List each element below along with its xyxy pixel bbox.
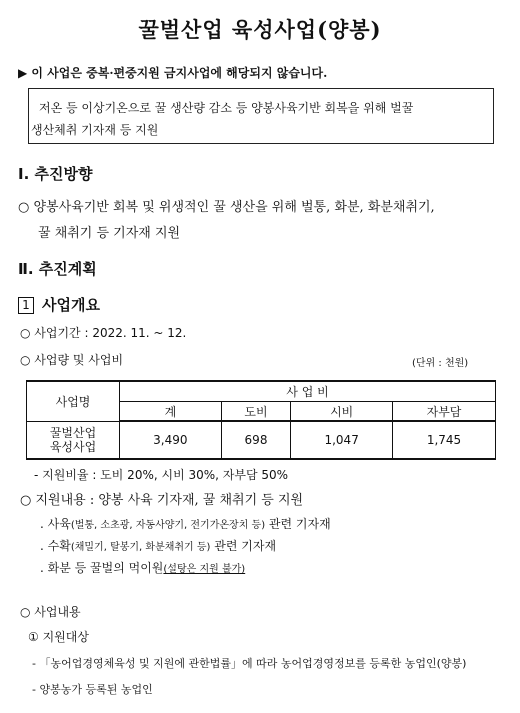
item-2-detail: (채밀기, 탈봉기, 화분채취기 등) [70,542,211,553]
row-business-name [27,421,120,459]
summary-box [28,88,494,144]
cell-city: 1,047 [291,421,393,459]
subsection-title: 사업개요 [42,296,100,314]
header-budget-group: 사 업 비 [120,381,496,402]
section-number-box: 1 [18,297,34,314]
header-business-name: 사업명 [27,381,120,421]
summary-line-2: 생산체취 기자재 등 지원 [31,123,159,137]
subsection-heading [18,294,100,315]
cell-self: 1,745 [393,421,496,459]
summary-line-1: 저온 등 이상기온으로 꿀 생산량 감소 등 양봉사육기반 회복을 위해 벌꿀 [39,101,414,115]
section-2-heading: Ⅱ. 추진계획 [18,260,97,278]
header-self: 자부담 [393,402,496,422]
condition-1: - 「농어업경영체육성 및 지원에 관한법률」에 따라 농어업경영정보를 등록한 농업인(양봉) [32,657,467,670]
content-item-1 [40,515,331,532]
condition-2: - 양봉농가 등록된 농업인 [32,683,153,696]
item-3-detail: (설탕은 지원 불가) [163,564,246,575]
unit-label: (단위 : 천원) [412,358,469,369]
cell-total: 3,490 [120,421,222,459]
section-1-heading: Ⅰ. 추진방향 [18,165,93,183]
page-title: 꿀벌산업 육성사업(양봉) [138,17,382,42]
item-2-prefix: . 수확 [40,539,71,553]
item-1-detail: (벌통, 소초광, 자동사양기, 전기가온장치 등) [70,520,266,531]
content-item-3 [40,559,245,576]
row-name-line-2: 육성사업 [49,439,97,454]
business-line: ○ 사업내용 [20,605,81,619]
header-total: 계 [120,402,222,422]
row-name-line-1: 꿀벌산업 [49,425,97,440]
item-2-suffix: 관련 기자재 [210,539,277,553]
header-city: 시비 [291,402,393,422]
ratio-line: - 지원비율 : 도비 20%, 시비 30%, 자부담 50% [34,468,289,482]
item-1-prefix: . 사육 [40,517,71,531]
content-item-2 [40,537,276,554]
period-line: ○ 사업기간 : 2022. 11. ~ 12. [20,326,187,340]
amount-line: ○ 사업량 및 사업비 [20,353,124,367]
cell-province: 698 [221,421,291,459]
support-target: ① 지원대상 [28,630,89,644]
item-1-suffix: 관련 기자재 [265,517,331,531]
header-province: 도비 [221,402,291,422]
budget-table [26,380,496,460]
notice-text: ▶ 이 사업은 중복·편중지원 금지사업에 해당되지 않습니다. [18,66,328,80]
content-line: ○ 지원내용 : 양봉 사육 기자재, 꿀 채취기 등 지원 [20,493,304,508]
section-1-line-1: ○ 양봉사육기반 회복 및 위생적인 꿀 생산을 위해 벌통, 화분, 화분채취기, [18,200,435,215]
section-1-line-2: 꿀 채취기 등 기자재 지원 [38,226,181,241]
item-3-prefix: . 화분 등 꿀벌의 먹이원 [40,561,164,575]
